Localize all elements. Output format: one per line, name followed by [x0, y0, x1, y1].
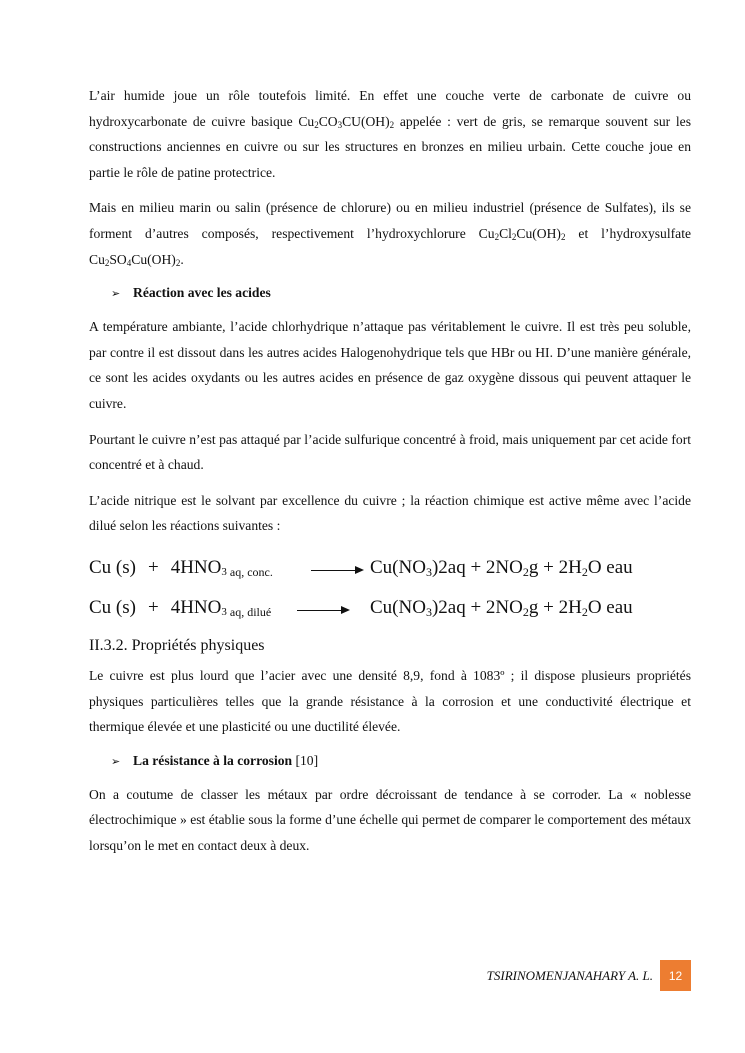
paragraph-electrochemical-nobility: On a coutume de classer les métaux par ordre décroissant de tendance à se corroder. La « noblesse électrochimique » est établie sous la forme d’une échelle qui permet de comparer le comportement des métaux lorsqu’on le met en contact deux à deux. [89, 786, 691, 853]
reaction-arrow-icon [311, 570, 359, 571]
arrow-bullet-icon: ➢ [111, 287, 121, 301]
page-footer [487, 960, 691, 991]
paragraph-humid-air: L’air humide joue un rôle toutefois limité. En effet une couche verte de carbonate de cuivre ou hydroxycarbonate de cuivre basique $Cu_2CO_3CU(OH)_2$ appelée : vert de gris, se remarque souvent sur les constructions anciennes en cuivre ou sur les structures en bronzes en milieu urbain. Cette couche joue en partie le rôle de patine protectrice. [89, 88, 691, 180]
document-body [89, 83, 691, 868]
section-title-physical-properties: II.3.2. Propriétés physiques [89, 636, 265, 654]
equation-concentrated [89, 549, 691, 589]
citation-reference: [10] [292, 752, 319, 768]
paragraph-nitric-acid: L’acide nitrique est le solvant par excellence du cuivre ; la réaction chimique est active même avec l’acide dilué selon les réactions suivantes : [89, 492, 691, 534]
equation-concentrated-reactants: Cu $(s) + 4HNO_3$ aq, conc. [89, 556, 273, 579]
equation-dilute [89, 589, 691, 629]
page-number-badge: 12 [660, 960, 691, 991]
paragraph-marine-environment: Mais en milieu marin ou salin (présence de chlorure) ou en milieu industriel (présence de Sulfates), ils se forment d’autres composés, respectivement l’hydroxychlorure $Cu_2Cl_2Cu(OH)_2$ et l’hydroxysulfate $Cu_2SO_4Cu(OH)_2$. [89, 200, 691, 268]
equation-dilute-products: $Cu(NO_3)2aq + 2NO_2g + 2H_2O$ eau [370, 596, 633, 619]
paragraph-hydrochloric-acid: A température ambiante, l’acide chlorhydrique n’attaque pas véritablement le cuivre. Il est très peu soluble, par contre il est dissout dans les autres acides Halogenohydrique tels que HBr ou HI. D’une manière générale, ce sont les acides oxydants ou les autres acides en présence de gaz oxygène dissous qui peuvent attaquer le cuivre. [89, 319, 691, 411]
paragraph-sulfuric-acid: Pourtant le cuivre n’est pas attaqué par l’acide sulfurique concentré à froid, mais uniquement par cet acide fort concentré et à chaud. [89, 431, 691, 473]
bullet-acid-reaction-label: Réaction avec les acides [133, 285, 271, 301]
bullet-acid-reaction [111, 282, 691, 305]
reaction-arrowhead-icon [355, 566, 364, 574]
reaction-arrow-icon [297, 610, 345, 611]
equation-concentrated-products: $Cu(NO_3)2aq + 2NO_2g + 2H_2O$ eau [370, 556, 633, 579]
paragraph-physical-properties: Le cuivre est plus lourd que l’acier avec une densité 8,9, fond à 1083º ; il dispose plusieurs propriétés physiques particulières telles que la grande résistance à la corrosion et une conductivité électrique et thermique élevée et une plasticité ou une ductilité élevée. [89, 667, 691, 735]
equation-dilute-reactants: Cu $(s) + 4HNO_3$ aq, dilué [89, 596, 272, 619]
reaction-arrowhead-icon [341, 606, 350, 614]
footer-author: TSIRINOMENJANAHARY A. L. [486, 967, 653, 983]
bullet-corrosion-label: La résistance à la corrosion [133, 752, 293, 768]
arrow-bullet-icon: ➢ [111, 754, 121, 768]
bullet-corrosion-resistance [111, 750, 691, 773]
